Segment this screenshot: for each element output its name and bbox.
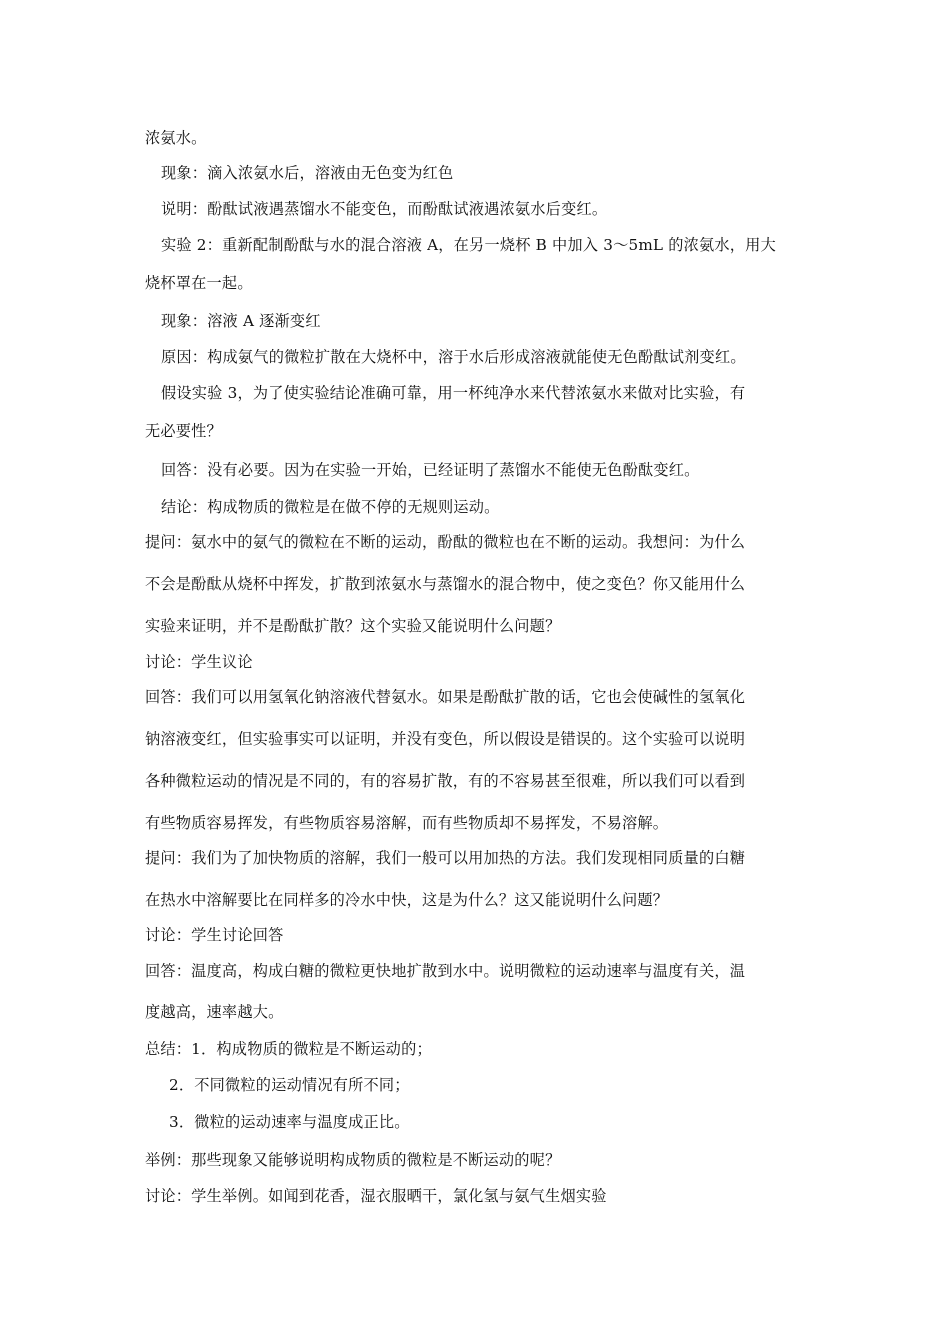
- text-line: 回答：没有必要。因为在实验一开始，已经证明了蒸馏水不能使无色酚酞变红。: [161, 461, 700, 479]
- text-line: 浓氨水。: [145, 129, 207, 147]
- text-line: 提问：我们为了加快物质的溶解，我们一般可以用加热的方法。我们发现相同质量的白糖: [145, 849, 746, 867]
- text-line: 讨论：学生举例。如闻到花香，湿衣服晒干，氯化氢与氨气生烟实验: [145, 1187, 607, 1205]
- text-line: 举例：那些现象又能够说明构成物质的微粒是不断运动的呢？: [145, 1151, 561, 1169]
- text-line: 回答：我们可以用氢氧化钠溶液代替氨水。如果是酚酞扩散的话，它也会使碱性的氢氧化: [145, 688, 746, 706]
- text-line: 回答：温度高，构成白糖的微粒更快地扩散到水中。说明微粒的运动速率与温度有关，温: [145, 962, 746, 980]
- text-line: 结论：构成物质的微粒是在做不停的无规则运动。: [161, 498, 500, 516]
- text-line: 实验来证明，并不是酚酞扩散？这个实验又能说明什么问题？: [145, 617, 561, 635]
- text-line: 说明：酚酞试液遇蒸馏水不能变色，而酚酞试液遇浓氨水后变红。: [161, 200, 608, 218]
- text-line: 钠溶液变红，但实验事实可以证明，并没有变色，所以假设是错误的。这个实验可以说明: [145, 730, 746, 748]
- text-line: 提问：氨水中的氨气的微粒在不断的运动，酚酞的微粒也在不断的运动。我想问：为什么: [145, 533, 746, 551]
- text-line: 烧杯罩在一起。: [145, 274, 253, 292]
- text-line: 2．不同微粒的运动情况有所不同；: [169, 1076, 410, 1094]
- text-line: 度越高，速率越大。: [145, 1003, 284, 1021]
- text-line: 不会是酚酞从烧杯中挥发，扩散到浓氨水与蒸馏水的混合物中，使之变色？你又能用什么: [145, 575, 746, 593]
- text-line: 实验 2：重新配制酚酞与水的混合溶液 A，在另一烧杯 B 中加入 3～5mL 的浓氨水，用大: [161, 236, 776, 254]
- text-line: 各种微粒运动的情况是不同的，有的容易扩散，有的不容易甚至很难，所以我们可以看到: [145, 772, 746, 790]
- text-line: 讨论：学生讨论回答: [145, 926, 284, 944]
- text-line: 原因：构成氨气的微粒扩散在大烧杯中，溶于水后形成溶液就能使无色酚酞试剂变红。: [161, 348, 746, 366]
- text-line: 无必要性？: [145, 422, 222, 440]
- text-line: 现象：溶液 A 逐渐变红: [161, 312, 321, 330]
- text-line: 讨论：学生议论: [145, 653, 253, 671]
- text-line: 在热水中溶解要比在同样多的冷水中快，这是为什么？这又能说明什么问题？: [145, 891, 669, 909]
- text-line: 总结：1．构成物质的微粒是不断运动的；: [145, 1040, 432, 1058]
- text-line: 3．微粒的运动速率与温度成正比。: [169, 1113, 410, 1131]
- text-line: 假设实验 3，为了使实验结论准确可靠，用一杯纯净水来代替浓氨水来做对比实验，有: [161, 384, 746, 402]
- text-line: 有些物质容易挥发，有些物质容易溶解，而有些物质却不易挥发，不易溶解。: [145, 814, 669, 832]
- text-line: 现象：滴入浓氨水后，溶液由无色变为红色: [161, 164, 454, 182]
